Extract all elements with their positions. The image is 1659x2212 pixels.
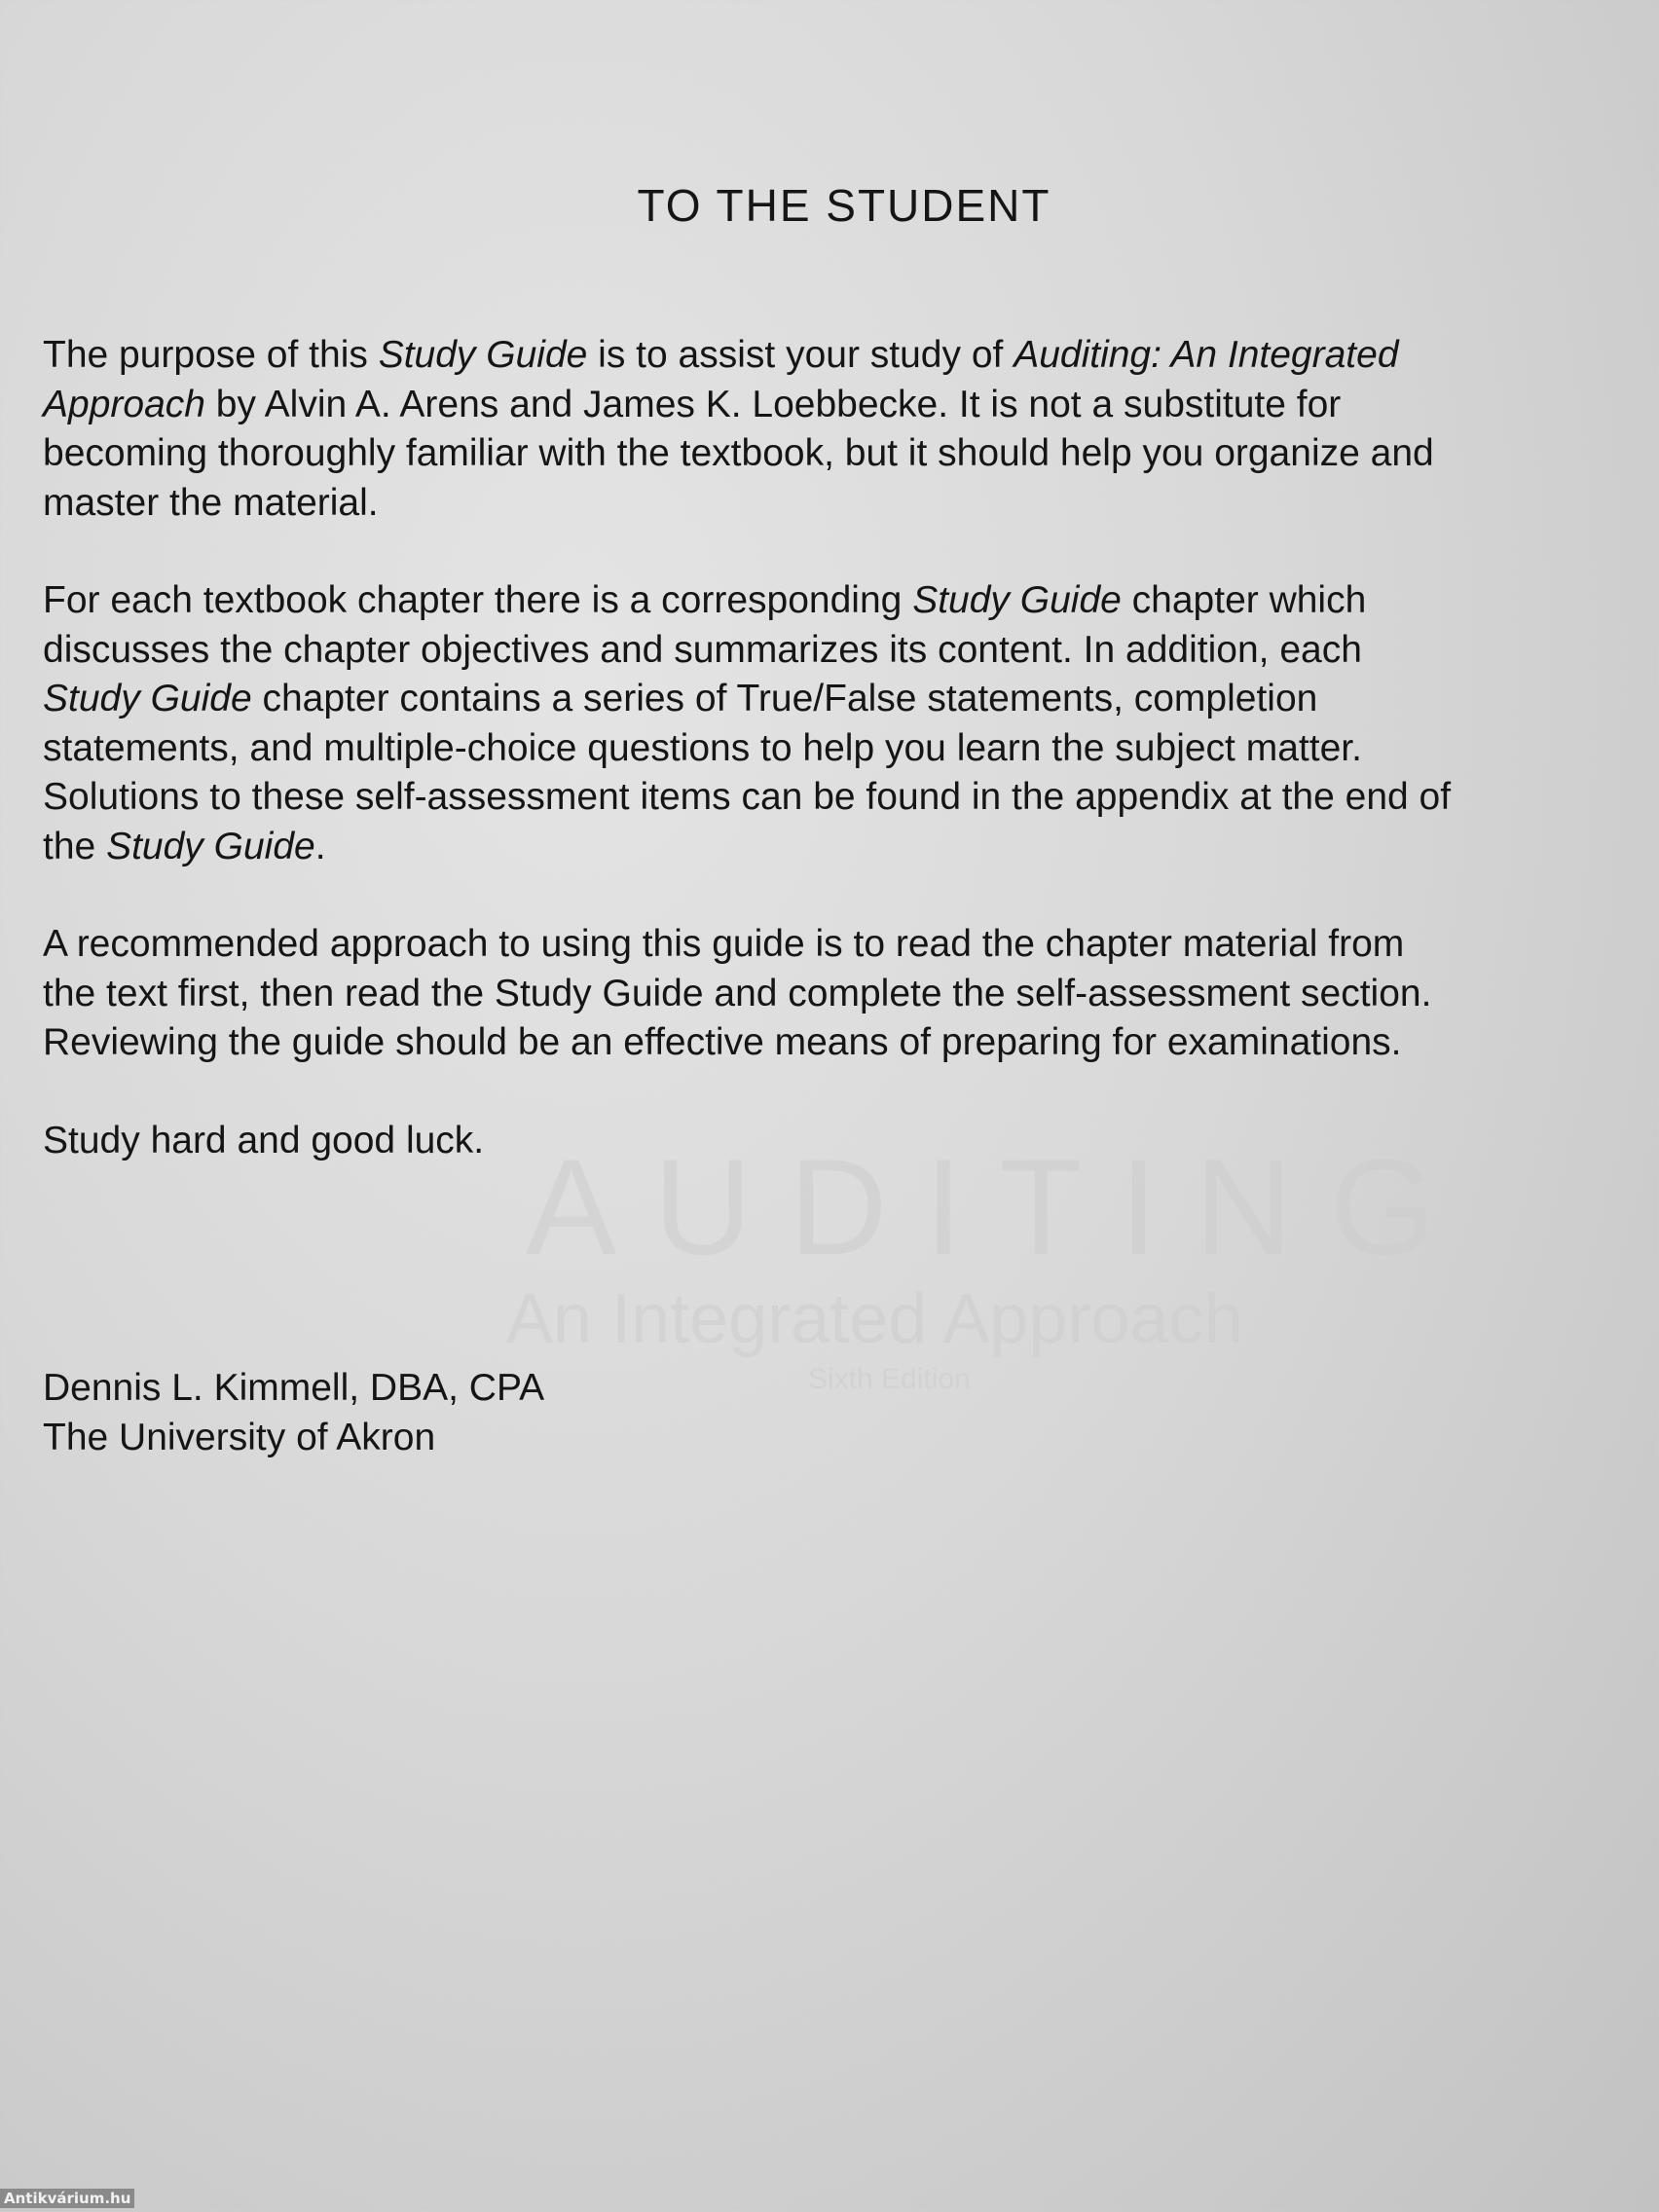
text-line: [43, 773, 1659, 823]
watermark-edition: Sixth Edition: [808, 1363, 971, 1395]
body-text: [43, 331, 1659, 1214]
paragraph: [43, 331, 1659, 528]
text-line: [43, 331, 1659, 381]
text-line: [43, 429, 1659, 479]
text-run: the: [43, 825, 107, 867]
paragraph: [43, 576, 1659, 871]
text-run: the text first, then read the Study Guide and complete the self-assessment section.: [43, 972, 1432, 1014]
watermark-title: AUDITING: [526, 1130, 1473, 1283]
text-line: [43, 381, 1659, 430]
watermark-subtitle: An Integrated Approach: [506, 1280, 1243, 1358]
italic-run: Study Guide: [43, 678, 252, 719]
text-line: [43, 970, 1659, 1019]
text-line: [43, 479, 1659, 529]
text-run: The purpose of this: [43, 334, 379, 376]
text-line: [43, 920, 1659, 970]
italic-run: Approach: [43, 383, 205, 425]
text-run: chapter contains a series of True/False statements, completion: [251, 678, 1318, 719]
italic-run: Study Guide: [912, 579, 1122, 621]
paragraph: [43, 920, 1659, 1068]
text-run: by Alvin A. Arens and James K. Loebbecke. It is not a substitute for: [204, 383, 1342, 425]
text-run: For each textbook chapter there is a corresponding: [43, 579, 913, 621]
text-line: [43, 724, 1659, 774]
page-title: TO THE STUDENT: [637, 180, 1051, 231]
italic-run: Study Guide: [378, 334, 588, 376]
text-run: is to assist your study of: [587, 334, 1014, 376]
text-run: Study hard and good luck.: [43, 1119, 485, 1161]
italic-run: Study Guide: [106, 825, 315, 867]
text-run: A recommended approach to using this guide is to read the chapter material from: [43, 923, 1405, 965]
text-run: Reviewing the guide should be an effective means of preparing for examinations.: [43, 1021, 1402, 1063]
text-run: .: [314, 825, 326, 867]
text-run: chapter which: [1121, 579, 1367, 621]
site-watermark: Antikvárium.hu: [0, 2189, 134, 2208]
author-affiliation: The University of Akron: [43, 1417, 436, 1458]
text-run: discusses the chapter objectives and summarizes its content. In addition, each: [43, 628, 1362, 671]
paragraph: [43, 1117, 1659, 1166]
text-run: becoming thoroughly familiar with the textbook, but it should help you organize and: [43, 432, 1434, 474]
text-run: Solutions to these self-assessment items can be found in the appendix at the end of: [43, 776, 1452, 818]
text-line: [43, 626, 1659, 676]
italic-run: Auditing: An Integrated: [1014, 334, 1399, 376]
text-run: statements, and multiple-choice questions to help you learn the subject matter.: [43, 726, 1362, 769]
text-line: [43, 1117, 1659, 1166]
text-line: [43, 823, 1659, 872]
text-run: master the material.: [43, 481, 379, 524]
signature-block: [43, 1363, 544, 1462]
text-line: [43, 1018, 1659, 1068]
author-name: Dennis L. Kimmell, DBA, CPA: [43, 1367, 545, 1409]
text-line: [43, 675, 1659, 724]
text-line: [43, 576, 1659, 626]
